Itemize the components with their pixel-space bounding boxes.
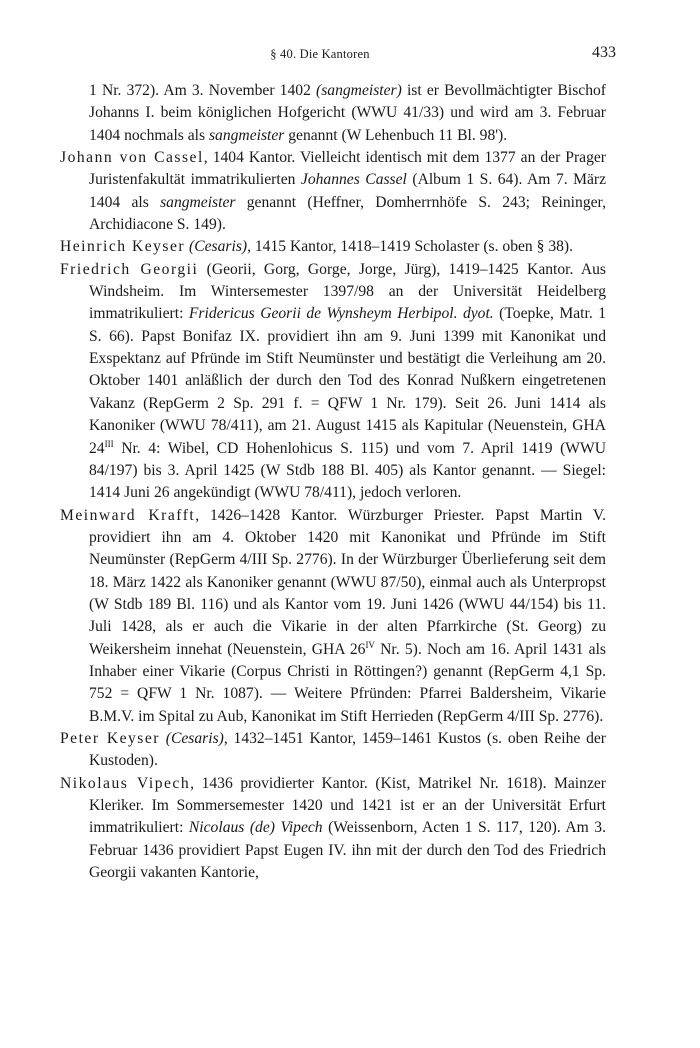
running-title: § 40. Die Kantoren <box>270 47 370 61</box>
entry-heinrich-keyser: Heinrich Keyser (Cesaris), 1415 Kantor, 1418–1419 Scholaster (s. oben § 38). <box>60 238 574 256</box>
entry-name: Nikolaus Vipech <box>60 774 191 792</box>
entry-nikolaus-vipech: Nikolaus Vipech, 1436 providierter Kantor. (Kist, Matrikel Nr. 1618). Mainzer Kleriker. Im Sommersemester 1420 und 1421 ist er an der Universität Erfurt immatrikuliert: Nicolaus (de) Vipech (Weissenborn, Acten 1 S. 117, 120). Am 3. Februar 1436 providiert Papst Eugen IV. ihn mit der durch den Tod des Friedrich Georgii vakanten Kantorie, <box>60 774 606 882</box>
entry-name: Friedrich Georgii <box>60 260 199 278</box>
entry-name: Johann von Cassel <box>60 149 204 167</box>
page-body <box>60 80 606 884</box>
entry-johann-von-cassel: Johann von Cassel, 1404 Kantor. Vielleicht identisch mit dem 1377 an der Prager Juristenfakultät immatrikulierten Johannes Cassel (Album 1 S. 64). Am 7. März 1404 als sangmeister genannt (Heffner, Domherrnhöfe S. 243; Reininger, Archidiacone S. 149). <box>60 149 606 234</box>
entry-name: Meinward Krafft <box>60 506 196 524</box>
entry-peter-keyser: Peter Keyser (Cesaris), 1432–1451 Kantor, 1459–1461 Kustos (s. oben Reihe der Kustoden). <box>60 729 607 770</box>
page-number: 433 <box>592 44 616 61</box>
continuation-paragraph: 1 Nr. 372). Am 3. November 1402 (sangmeister) ist er Bevollmächtigter Bischof Johanns I. beim königlichen Hofgericht (WWU 41/33) und wird am 3. Februar 1404 nochmals als sangmeister genannt (W Lehenbuch 11 Bl. 98'). <box>89 82 606 144</box>
entry-meinward-krafft: Meinward Krafft, 1426–1428 Kantor. Würzburger Priester. Papst Martin V. providiert ihn am 4. Oktober 1420 mit Kanonikat und Pfründe im Stift Neumünster (RepGerm 4/III Sp. 2776). In der Würzburger Überlieferung seit dem 18. März 1422 als Kanoniker genannt (WWU 87/50), einmal auch als Unterpropst (W Stdb 189 Bl. 116) und als Kantor vom 19. Juni 1426 (WWU 44/154) bis 11. Juli 1428, als er auch die Vikarie in der alten Pfarrkirche (St. Georg) zu Weikersheim innehat (Neuenstein, GHA $26^{IV}$ Nr. 5). Noch am 16. April 1431 als Inhaber einer Vikarie (Corpus Christi in Röttingen?) genannt (RepGerm 4,1 Sp. 752 = QFW 1 Nr. 1087). — Weitere Pfründen: Pfarrei Baldersheim, Vikarie B.M.V. im Spital zu Aub, Kanonikat im Stift Herrieden (RepGerm 4/III Sp. 2776). <box>60 506 606 725</box>
entry-name: Heinrich Keyser <box>60 238 186 256</box>
entry-name: Peter Keyser <box>60 729 160 747</box>
entry-friedrich-georgii: Friedrich Georgii (Georii, Gorg, Gorge, Jorge, Jürg), 1419–1425 Kantor. Aus Windsheim. Im Wintersemester 1397/98 an der Universität Heidelberg immatrikuliert: Fridericus Georii de Wynsheym Herbipol. dyot. (Toepke, Matr. 1 S. 66). Papst Bonifaz IX. providiert ihn am 9. Juni 1399 mit Kanonikat und Exspektanz auf Pfründe im Stift Neumünster und bestätigt die Verleihung am 20. Oktober 1401 anläßlich der durch den Tod des Konrad Nußkern eingetretenen Vakanz (RepGerm 2 Sp. 291 f. = QFW 1 Nr. 179). Seit 26. Juni 1414 als Kanoniker (WWU 78/411), am 21. August 1415 als Kapitular (Neuenstein, GHA $24^{III}$ Nr. 4: Wibel, CD Hohenlohicus S. 115) und vom 7. April 1419 (WWU 84/197) bis 3. April 1425 (W Stdb 188 Bl. 405) als Kantor genannt. — Siegel: 1414 Juni 26 angekündigt (WWU 78/411), jedoch verloren. <box>60 260 607 502</box>
page-header <box>0 44 700 66</box>
